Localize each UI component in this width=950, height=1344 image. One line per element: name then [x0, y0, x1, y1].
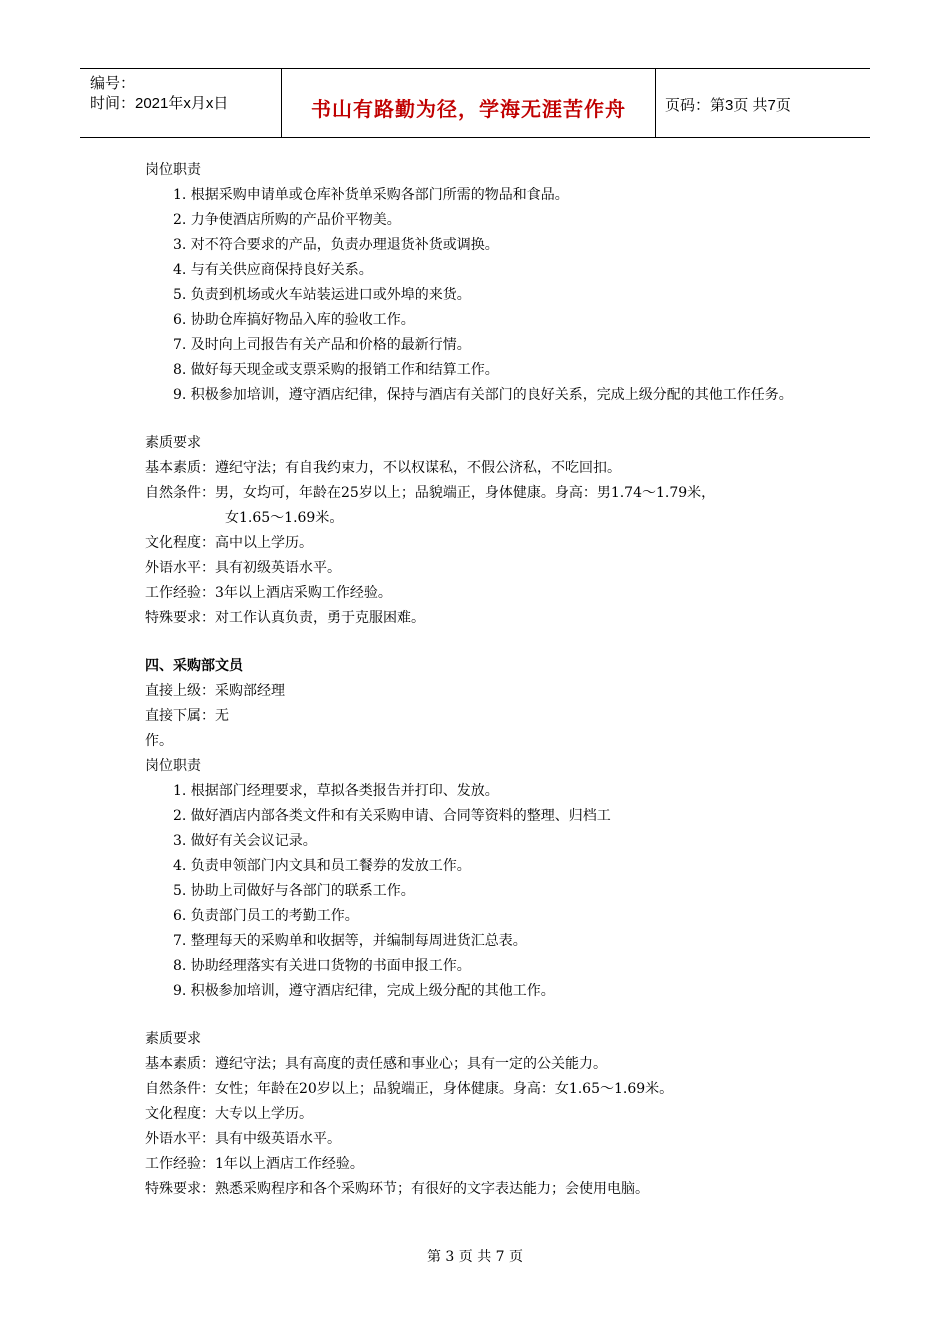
duty-item: 2. 做好酒店内部各类文件和有关采购申请、合同等资料的整理、归档工 [173, 808, 611, 824]
duty-item: 1. 根据采购申请单或仓库补货单采购各部门所需的物品和食品。 [173, 187, 569, 203]
header-meta-cell [80, 69, 281, 137]
req-education: 文化程度：大专以上学历。 [145, 1106, 313, 1122]
time-label: 时间：2021年x月x日 [90, 95, 229, 112]
req-experience: 工作经验：1年以上酒店工作经验。 [145, 1156, 364, 1172]
duty-item: 8. 协助经理落实有关进口货物的书面申报工作。 [173, 958, 471, 974]
document-body [145, 158, 825, 1202]
duties-title: 岗位职责 [145, 758, 201, 774]
duty-item: 7. 及时向上司报告有关产品和价格的最新行情。 [173, 337, 471, 353]
serial-label: 编号： [90, 75, 136, 92]
req-natural: 自然条件：男，女均可，年龄在25岁以上；品貌端正，身体健康。身高：男1.74～1.79米， [145, 485, 716, 501]
req-special: 特殊要求：对工作认真负责，勇于克服困难。 [145, 610, 425, 626]
req-basic: 基本素质：遵纪守法；具有高度的责任感和事业心；具有一定的公关能力。 [145, 1056, 607, 1072]
motto: 书山有路勤为径，学海无涯苦作舟 [311, 99, 626, 121]
duty-item: 9. 积极参加培训，遵守酒店纪律，完成上级分配的其他工作。 [173, 983, 555, 999]
req-natural: 自然条件：女性；年龄在20岁以上；品貌端正，身体健康。身高：女1.65～1.69米。 [145, 1081, 674, 1097]
duty-item: 8. 做好每天现金或支票采购的报销工作和结算工作。 [173, 362, 499, 378]
req-language: 外语水平：具有中级英语水平。 [145, 1131, 341, 1147]
duty-item: 9. 积极参加培训，遵守酒店纪律，保持与酒店有关部门的良好关系，完成上级分配的其他工作任务。 [173, 387, 793, 403]
req-language: 外语水平：具有初级英语水平。 [145, 560, 341, 576]
duty-item: 1. 根据部门经理要求，草拟各类报告并打印、发放。 [173, 783, 499, 799]
header-page-cell [655, 69, 870, 137]
direct-superior: 直接上级：采购部经理 [145, 683, 285, 699]
duty-item: 3. 对不符合要求的产品，负责办理退货补货或调换。 [173, 237, 499, 253]
duties-title: 岗位职责 [145, 162, 201, 178]
duty-item: 6. 协助仓库搞好物品入库的验收工作。 [173, 312, 415, 328]
quality-title: 素质要求 [145, 435, 201, 451]
duty-item: 6. 负责部门员工的考勤工作。 [173, 908, 359, 924]
duty-item: 4. 与有关供应商保持良好关系。 [173, 262, 373, 278]
page-footer: 第 3 页 共 7 页 [426, 1249, 524, 1265]
req-natural-cont: 女1.65～1.69米。 [225, 510, 344, 526]
page-header [80, 68, 870, 138]
direct-subordinate: 直接下属：无 [145, 708, 229, 724]
req-special: 特殊要求：熟悉采购程序和各个采购环节；有很好的文字表达能力；会使用电脑。 [145, 1181, 649, 1197]
quality-title: 素质要求 [145, 1031, 201, 1047]
req-basic: 基本素质：遵纪守法；有自我约束力，不以权谋私，不假公济私，不吃回扣。 [145, 460, 621, 476]
page-info: 页码：第3页 共7页 [665, 97, 791, 114]
duty-item: 7. 整理每天的采购单和收据等，并编制每周进货汇总表。 [173, 933, 527, 949]
duty-item: 4. 负责申领部门内文具和员工餐券的发放工作。 [173, 858, 471, 874]
duty-item: 5. 协助上司做好与各部门的联系工作。 [173, 883, 415, 899]
duty-item: 5. 负责到机场或火车站装运进口或外埠的来货。 [173, 287, 471, 303]
req-education: 文化程度：高中以上学历。 [145, 535, 313, 551]
req-experience: 工作经验：3年以上酒店采购工作经验。 [145, 585, 392, 601]
stray-text: 作。 [145, 733, 173, 749]
duty-item: 2. 力争使酒店所购的产品价平物美。 [173, 212, 401, 228]
duty-item: 3. 做好有关会议记录。 [173, 833, 317, 849]
header-motto-cell [281, 69, 656, 137]
section-heading: 四、采购部文员 [145, 658, 243, 674]
